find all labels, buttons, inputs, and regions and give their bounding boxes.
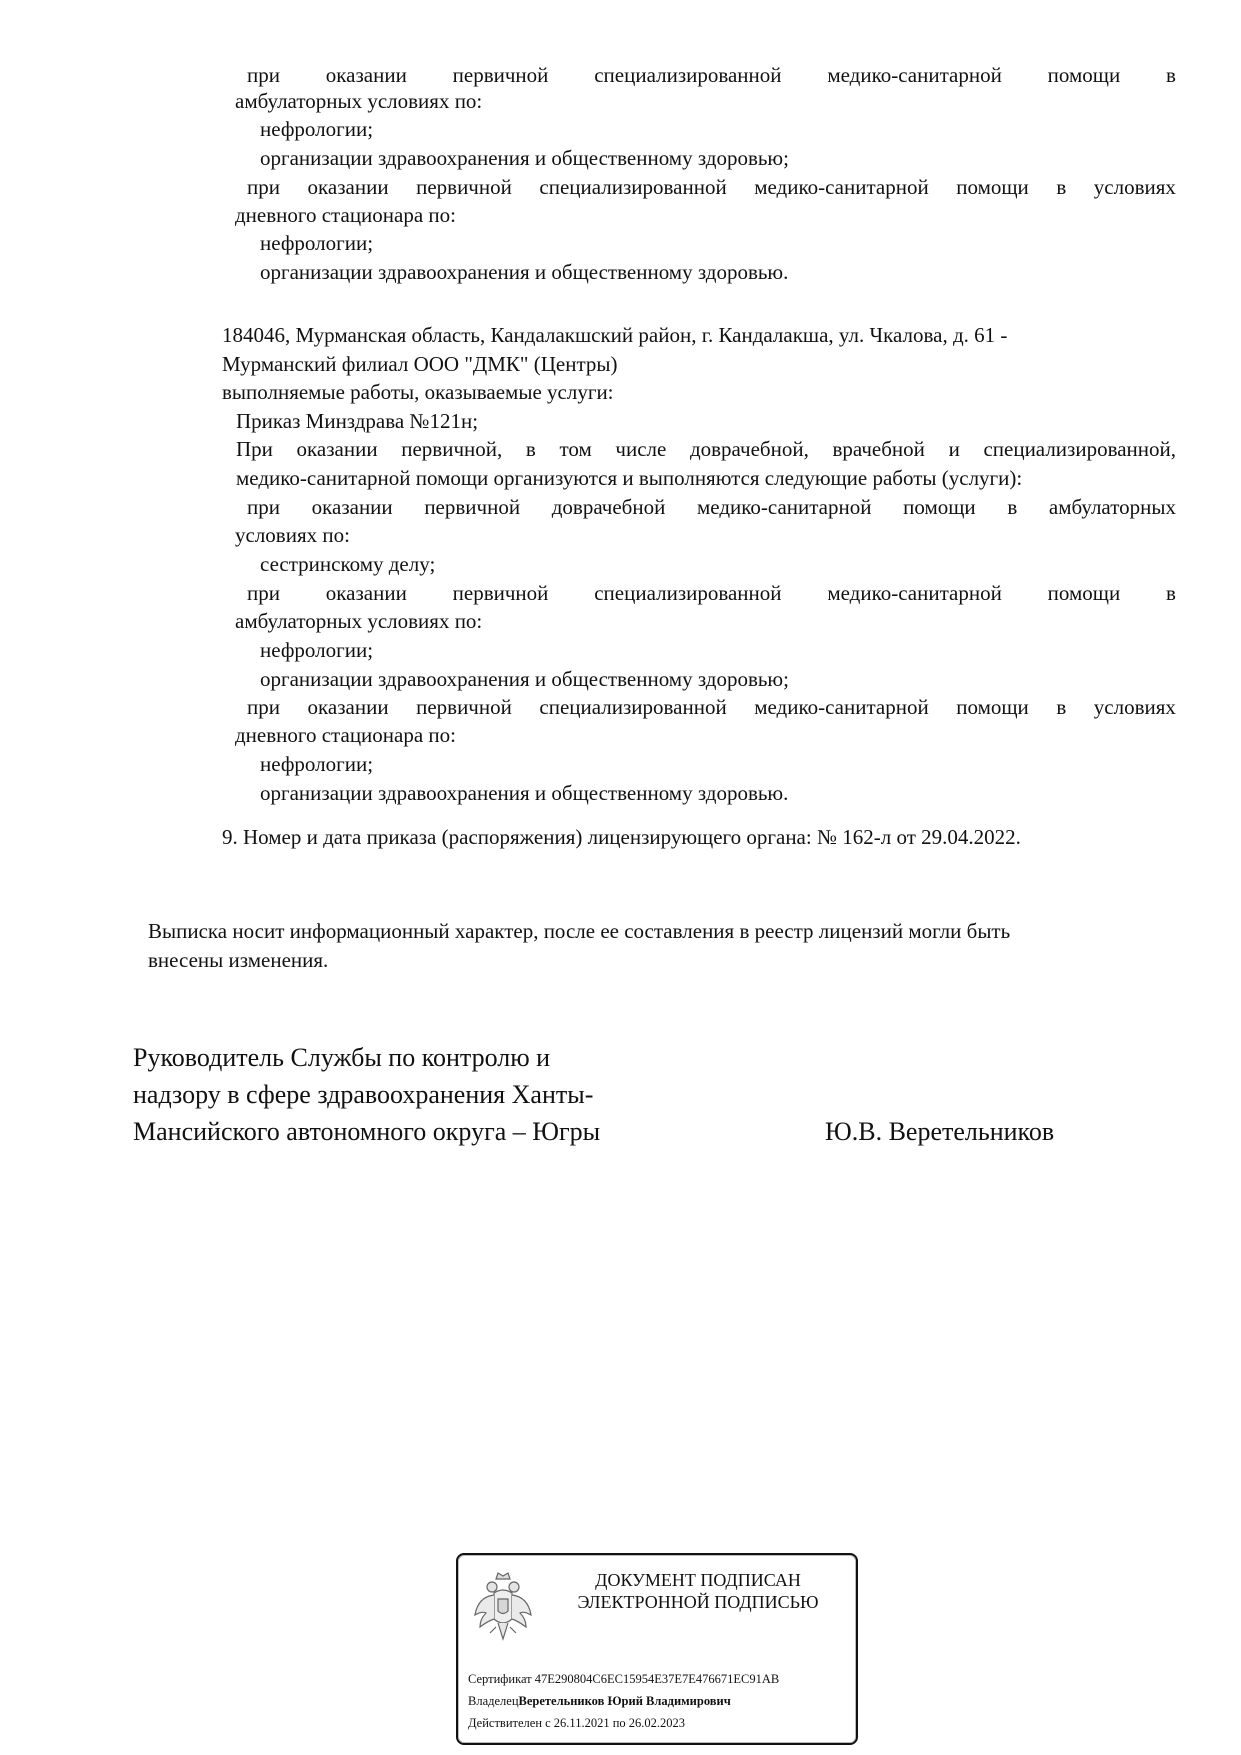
word: в <box>1166 63 1176 87</box>
section-b-line-8: амбулаторных условиях по: <box>235 609 483 633</box>
section-a-line-1 <box>247 62 1176 88</box>
word: помощи <box>1047 581 1121 605</box>
word: врачебной <box>832 437 925 461</box>
order-number-line: 9. Номер и дата приказа (распоряжения) лицензирующего органа: № 162-л от 29.04.2022. <box>222 825 1021 849</box>
word: амбулаторных <box>1048 495 1176 519</box>
word: оказании <box>296 437 378 461</box>
word: медико-санитарной <box>827 63 1002 87</box>
word: медико-санитарной <box>754 695 929 719</box>
word: первичной <box>416 695 512 719</box>
word: первичной <box>416 175 512 199</box>
section-a-line-6: дневного стационара по: <box>235 203 456 227</box>
word: специализированной, <box>983 437 1176 461</box>
section-a-line-5 <box>247 174 1176 200</box>
word: в <box>525 437 536 461</box>
word: доврачебной <box>551 495 666 519</box>
word: том <box>559 437 592 461</box>
word: специализированной <box>594 63 782 87</box>
stamp-owner <box>468 1693 731 1709</box>
section-a-line-2: амбулаторных условиях по: <box>235 89 483 113</box>
word: условиях <box>1093 175 1176 199</box>
word: первичной, <box>401 437 503 461</box>
word: числе <box>615 437 667 461</box>
section-b-line-7 <box>247 580 1176 606</box>
electronic-signature-stamp <box>456 1553 858 1745</box>
section-b-line-13: нефрологии; <box>260 752 374 776</box>
address-line-3: выполняемые работы, оказываемые услуги: <box>222 380 614 404</box>
certificate-value: 47E290804C6EC15954E37E7E476671EC91AB <box>534 1672 780 1686</box>
word: в <box>1166 581 1176 605</box>
word: в <box>1056 175 1067 199</box>
signature-title-line-3: Мансийского автономного округа – Югры <box>133 1117 601 1146</box>
stamp-validity: Действителен с 26.11.2021 по 26.02.2023 <box>468 1716 686 1730</box>
word: помощи <box>1047 63 1121 87</box>
word: оказании <box>307 175 389 199</box>
signer-name: Ю.В. Веретельников <box>825 1117 1055 1146</box>
word: При <box>236 437 273 461</box>
section-b-line-6: сестринскому делу; <box>260 552 436 576</box>
word: оказании <box>307 695 389 719</box>
word: при <box>247 581 280 605</box>
section-b-line-9: нефрологии; <box>260 638 374 662</box>
word: и <box>948 437 960 461</box>
stamp-header-line-2: ЭЛЕКТРОННОЙ ПОДПИСЬЮ <box>577 1592 819 1612</box>
word: при <box>247 175 280 199</box>
signature-title-line-2: надзору в сфере здравоохранения Ханты- <box>133 1080 594 1109</box>
stamp-certificate <box>468 1671 779 1687</box>
section-b-line-1: Приказ Минздрава №121н; <box>236 409 479 433</box>
owner-value: Веретельников Юрий Владимирович <box>518 1694 731 1708</box>
owner-label: Владелец <box>468 1694 519 1708</box>
section-b-line-11 <box>247 694 1176 720</box>
word: помощи <box>956 175 1029 199</box>
section-b-line-14: организации здравоохранения и общественному здоровью. <box>260 781 789 805</box>
word: оказании <box>325 581 407 605</box>
notice-line-1: Выписка носит информационный характер, после ее составления в реестр лицензий могли быть <box>148 919 1011 943</box>
word: доврачебной, <box>689 437 809 461</box>
section-b-line-4 <box>247 494 1176 520</box>
word: при <box>247 63 280 87</box>
word: оказании <box>325 63 407 87</box>
coat-of-arms-icon <box>472 1569 534 1649</box>
word: медико-санитарной <box>754 175 929 199</box>
certificate-label: Сертификат <box>468 1672 532 1686</box>
address-line-2: Мурманский филиал ООО "ДМК" (Центры) <box>222 352 618 376</box>
word: специализированной <box>539 175 727 199</box>
section-a-line-4: организации здравоохранения и общественному здоровью; <box>260 146 789 170</box>
section-b-line-10: организации здравоохранения и общественному здоровью; <box>260 667 789 691</box>
word: первичной <box>424 495 521 519</box>
section-b-line-3: медико-санитарной помощи организуются и выполняются следующие работы (услуги): <box>236 466 1023 490</box>
word: оказании <box>311 495 393 519</box>
word: при <box>247 695 280 719</box>
word: в <box>1007 495 1018 519</box>
section-a-line-7: нефрологии; <box>260 231 374 255</box>
word: первичной <box>452 63 549 87</box>
word: помощи <box>903 495 976 519</box>
word: специализированной <box>594 581 782 605</box>
word: помощи <box>956 695 1029 719</box>
address-line-1: 184046, Мурманская область, Кандалакшский район, г. Кандалакша, ул. Чкалова, д. 61 - <box>222 323 1008 347</box>
section-b-line-5: условиях по: <box>235 523 350 547</box>
word: специализированной <box>539 695 727 719</box>
section-b-line-12: дневного стационара по: <box>235 723 456 747</box>
word: медико-санитарной <box>696 495 872 519</box>
word: в <box>1056 695 1067 719</box>
section-b-line-2 <box>236 436 1176 462</box>
signature-title-line-1: Руководитель Службы по контролю и <box>133 1043 551 1072</box>
section-a-line-8: организации здравоохранения и общественному здоровью. <box>260 260 789 284</box>
word: условиях <box>1093 695 1176 719</box>
notice-line-2: внесены изменения. <box>148 948 329 972</box>
word: медико-санитарной <box>827 581 1002 605</box>
word: при <box>247 495 280 519</box>
section-a-line-3: нефрологии; <box>260 117 374 141</box>
word: первичной <box>452 581 549 605</box>
stamp-header-line-1: ДОКУМЕНТ ПОДПИСАН <box>595 1570 801 1590</box>
